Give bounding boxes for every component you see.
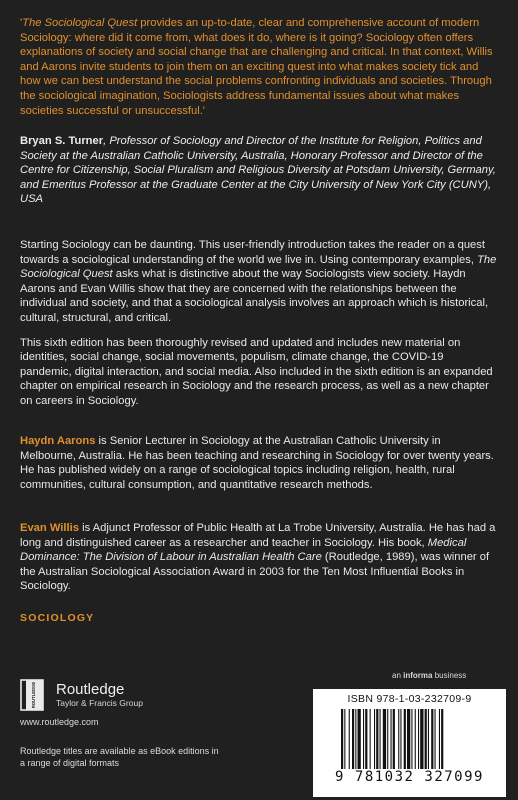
blurb-p1-book-title: The Sociological Quest (20, 253, 497, 281)
informa-brand: informa (403, 671, 433, 680)
publisher-group: Taylor & Francis Group (56, 697, 143, 708)
subject-category: SOCIOLOGY (20, 612, 95, 624)
barcode-bar (420, 709, 423, 769)
blurb-paragraph-1 (20, 238, 498, 326)
author-bio-willis-text-a: is Adjunct Professor of Public Health at La Trobe University, Australia. He has had a long and distinguished career as a researcher and teacher in Sociology. His book, (20, 522, 496, 549)
ebook-note: Routledge titles are available as eBook editions in a range of digital formats (20, 746, 219, 768)
barcode-bar (407, 709, 410, 769)
blurb-p1-text-a: Starting Sociology can be daunting. This user-friendly introduction takes the reader on a quest towards a sociological understanding of the world we live in. Using contemporary examples, (20, 239, 485, 266)
barcode-bar (404, 709, 406, 769)
publisher-logo-text (56, 682, 143, 709)
blurb-paragraph-2: This sixth edition has been thoroughly revised and updated and includes new material on identities, social change, social movements, populism, climate change, the COVID-19 pandemic, digital interaction, and social media. Also included in the sixth edition is an expanded chapter on empirical research in Sociology and the research process, as well as a new chapter on careers in Sociology. (20, 336, 493, 407)
author-bio-aarons-text: is Senior Lecturer in Sociology at the Australian Catholic University in Melbourne, Australia. He has been teaching and researching in Sociology for over twenty years. He has published widely on a range of sociological topics including religion, health, rural communities, cultural consumption, and quantitative research methods. (20, 435, 494, 491)
endorsement-attribution (20, 134, 498, 207)
barcode-bar (439, 709, 440, 769)
barcode-bars (341, 709, 479, 769)
barcode-digits: 9 781032 327099 (335, 769, 484, 785)
barcode-bar (383, 709, 386, 769)
endorser-name: Bryan S. Turner (20, 135, 104, 147)
barcode-bar (425, 709, 427, 769)
barcode-bar (374, 709, 375, 769)
author-bio-willis (20, 521, 498, 594)
publisher-name: Routledge (56, 680, 125, 698)
barcode-bar (363, 709, 364, 769)
barcode-bar (415, 709, 416, 769)
barcode-bar (428, 709, 429, 769)
author-bio-willis-book: Medical Dominance: The Division of Labour in Australian Health Care (20, 536, 467, 564)
barcode-bar (411, 709, 412, 769)
informa-suffix: business (432, 671, 467, 680)
informa-business-label (392, 671, 466, 680)
endorsement-quote (20, 16, 498, 118)
informa-prefix: an (392, 671, 404, 680)
author-name-willis: Evan Willis (20, 522, 79, 534)
author-bio-aarons (20, 434, 498, 492)
barcode-bar (358, 709, 361, 769)
author-name-aarons: Haydn Aarons (20, 435, 96, 447)
barcode-bar (352, 709, 354, 769)
barcode-bar (380, 709, 381, 769)
barcode-bar (400, 709, 401, 769)
logo-mark-text: ROUTLEDGE (31, 681, 36, 709)
author-bio-willis-text-b: (Routledge, 1989), was winner of the Australian Sociological Association Award in 2003 for the Ten Most Influential Books in Sociology. (20, 551, 490, 593)
quote-open-mark: ' (20, 17, 23, 29)
barcode-bar (418, 709, 419, 769)
barcode-bar (344, 709, 345, 769)
barcode-bar (398, 709, 399, 769)
routledge-logo-icon (20, 679, 50, 711)
barcode-bar (387, 709, 388, 769)
quote-text: provides an up-to-date, clear and comprehensive account of modern Sociology: where did it come from, what does it do, where is it going? Sociology often offers explanations of society and social change that are challenging and critical. In that context, Willis and Aarons invite students to join them on an exciting quest into what makes society tick and how we can best understand the social problems confronting individuals and societies. Through the sociological imagination, Sociologists address fundamental issues about what makes societies successful or unsuccessful.' (20, 17, 493, 117)
barcode-bar (391, 709, 392, 769)
barcode-bar (341, 709, 343, 769)
barcode-bar (435, 709, 436, 769)
barcode-bar (376, 709, 378, 769)
endorser-role: , Professor of Sociology and Director of the Institute for Religion, Politics and Society at the Australian Catholic University, Australia, Honorary Professor and Director of the Centre for Citizenship, Social Pluralism and Religious Diversity at Potsdam University, Germany, and Emeritus Professor at the Graduate Center at the City University of New York City (CUNY), USA (20, 135, 496, 206)
blurb (20, 238, 498, 419)
publisher-website: www.routledge.com (20, 717, 99, 727)
barcode-bar (370, 709, 371, 769)
publisher-logo (20, 679, 143, 711)
barcode-bar (355, 709, 356, 769)
isbn-barcode (313, 689, 506, 797)
barcode-bar (393, 709, 395, 769)
barcode-bar (431, 709, 433, 769)
barcode-bar (441, 709, 443, 769)
barcode-bar (365, 709, 367, 769)
isbn-number: ISBN 978-1-03-232709-9 (347, 693, 472, 705)
barcode-bar (349, 709, 350, 769)
quote-book-title: The Sociological Quest (22, 17, 138, 29)
blurb-p1-text-b: asks what is distinctive about the way Sociologists view society. Haydn Aarons and Evan Willis show that they are concerned with the relationships between the individual and society, and that a sociological analysis involves an approach which is historical, cultural, structural, and critical. (20, 268, 489, 324)
